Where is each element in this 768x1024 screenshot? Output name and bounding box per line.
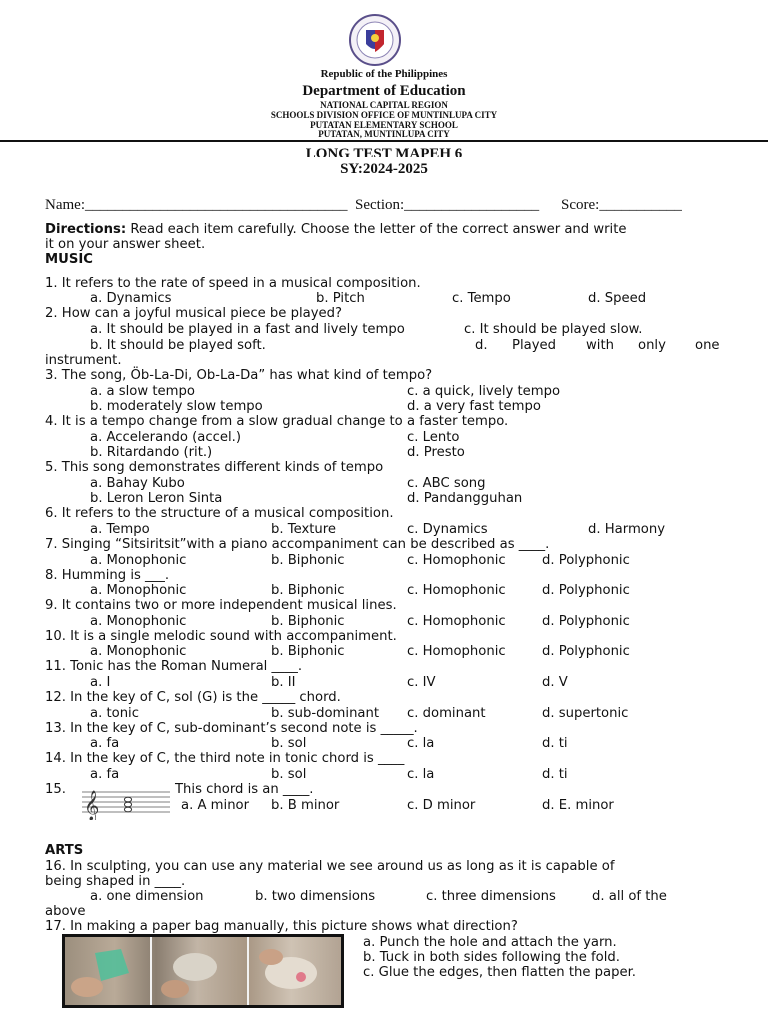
q15-option-c: c. D minor — [407, 798, 476, 813]
republic-line: Republic of the Philippines — [320, 68, 448, 80]
question-16-line-2: being shaped in ____. — [45, 874, 186, 889]
q14-option-a: a. fa — [90, 767, 120, 782]
name-field: Name:___________________________________ — [45, 197, 348, 213]
q8-option-b: b. Biphonic — [271, 583, 345, 598]
q17-option-b: b. Tuck in both sides following the fold. — [363, 950, 620, 965]
q4-option-a: a. Accelerando (accel.) — [90, 430, 241, 445]
section-field: Section:__________________ — [355, 197, 540, 213]
q3-option-b: b. moderately slow tempo — [90, 399, 263, 414]
q14-option-c: c. la — [407, 767, 435, 782]
q10-option-c: c. Homophonic — [407, 644, 506, 659]
q9-option-b: b. Biphonic — [271, 614, 345, 629]
q1-option-d: d. Speed — [588, 291, 647, 306]
q2-option-d-word-4: one — [695, 338, 720, 353]
q7-option-b: b. Biphonic — [271, 553, 345, 568]
header-divider — [0, 140, 768, 142]
q2-option-d-word-3: only — [638, 338, 666, 353]
q3-option-a: a. a slow tempo — [90, 384, 195, 399]
school-line: PUTATAN ELEMENTARY SCHOOL — [310, 120, 458, 130]
q6-option-a: a. Tempo — [90, 522, 150, 537]
question-11: 11. Tonic has the Roman Numeral ____. — [45, 659, 303, 674]
q11-option-d: d. V — [542, 675, 568, 690]
q6-option-d: d. Harmony — [588, 522, 666, 537]
q2-option-d-word-1: Played — [512, 338, 556, 353]
q5-option-a: a. Bahay Kubo — [90, 476, 185, 491]
q5-option-b: b. Leron Leron Sinta — [90, 491, 223, 506]
q15-option-b: b. B minor — [271, 798, 340, 813]
q2-option-a: a. It should be played in a fast and lively tempo — [90, 322, 405, 337]
q8-option-d: d. Polyphonic — [542, 583, 630, 598]
q6-option-b: b. Texture — [271, 522, 337, 537]
address-line: PUTATAN, MUNTINLUPA CITY — [318, 129, 450, 139]
q16-option-d-continued: above — [45, 904, 86, 919]
q5-option-c: c. ABC song — [407, 476, 486, 491]
q15-option-a: a. A minor — [181, 798, 250, 813]
q3-option-c: c. a quick, lively tempo — [407, 384, 561, 399]
q4-option-d: d. Presto — [407, 445, 465, 460]
q12-option-b: b. sub-dominant — [271, 706, 380, 721]
question-2: 2. How can a joyful musical piece be played? — [45, 306, 342, 321]
q13-option-d: d. ti — [542, 736, 568, 751]
q1-option-b: b. Pitch — [316, 291, 365, 306]
question-10: 10. It is a single melodic sound with accompaniment. — [45, 629, 397, 644]
q9-option-c: c. Homophonic — [407, 614, 506, 629]
test-title: LONG TEST MAPEH 6 — [305, 146, 463, 157]
question-12: 12. In the key of C, sol (G) is the _____ chord. — [45, 690, 341, 705]
q7-option-d: d. Polyphonic — [542, 553, 630, 568]
directions — [45, 222, 627, 237]
q16-option-b: b. two dimensions — [255, 889, 376, 904]
q16-option-a: a. one dimension — [90, 889, 204, 904]
deped-seal-icon — [349, 14, 401, 66]
q6-option-c: c. Dynamics — [407, 522, 488, 537]
q7-option-c: c. Homophonic — [407, 553, 506, 568]
q16-option-d: d. all of the — [592, 889, 667, 904]
q10-option-d: d. Polyphonic — [542, 644, 630, 659]
question-8: 8. Humming is ___. — [45, 568, 170, 583]
q2-option-b: b. It should be played soft. — [90, 338, 266, 353]
question-3: 3. The song, Öb-La-Di, Ob-La-Da” has what kind of tempo? — [45, 368, 433, 383]
q7-option-a: a. Monophonic — [90, 553, 187, 568]
arts-heading: ARTS — [45, 843, 84, 858]
q2-option-d: d. — [475, 338, 488, 353]
question-9: 9. It contains two or more independent musical lines. — [45, 598, 397, 613]
q17-option-c: c. Glue the edges, then flatten the paper. — [363, 965, 636, 980]
q9-option-a: a. Monophonic — [90, 614, 187, 629]
division-line: SCHOOLS DIVISION OFFICE OF MUNTINLUPA CITY — [270, 110, 498, 120]
department-title: Department of Education — [302, 83, 466, 99]
treble-clef-chord-icon — [80, 786, 172, 820]
question-7: 7. Singing “Sitsiritsit”with a piano accompaniment can be described as ____. — [45, 537, 550, 552]
svg-text:𝄞: 𝄞 — [84, 791, 100, 820]
q2-option-d-word-2: with — [586, 338, 614, 353]
question-15-text: This chord is an ____. — [175, 782, 314, 797]
q11-option-c: c. IV — [407, 675, 436, 690]
q3-option-d: d. a very fast tempo — [407, 399, 541, 414]
q9-option-d: d. Polyphonic — [542, 614, 630, 629]
q12-option-d: d. supertonic — [542, 706, 629, 721]
question-14: 14. In the key of C, the third note in tonic chord is ____ — [45, 751, 405, 766]
region-line: NATIONAL CAPITAL REGION — [320, 100, 448, 110]
music-heading: MUSIC — [45, 252, 93, 267]
question-16: 16. In sculpting, you can use any material we see around us as long as it is capable of — [45, 859, 615, 874]
score-field: Score:___________ — [561, 197, 682, 213]
q13-option-c: c. la — [407, 736, 435, 751]
q8-option-c: c. Homophonic — [407, 583, 506, 598]
question-4: 4. It is a tempo change from a slow gradual change to a faster tempo. — [45, 414, 509, 429]
paper-bag-steps-image — [62, 934, 344, 1008]
q17-option-a: a. Punch the hole and attach the yarn. — [363, 935, 617, 950]
q11-option-b: b. II — [271, 675, 296, 690]
question-13: 13. In the key of C, sub-dominant’s second note is _____. — [45, 721, 418, 736]
q5-option-d: d. Pandangguhan — [407, 491, 523, 506]
q2-option-c: c. It should be played slow. — [464, 322, 643, 337]
q4-option-c: c. Lento — [407, 430, 460, 445]
q12-option-a: a. tonic — [90, 706, 139, 721]
directions-label: Directions: — [45, 222, 127, 237]
q12-option-c: c. dominant — [407, 706, 486, 721]
question-5: 5. This song demonstrates different kinds of tempo — [45, 460, 384, 475]
q13-option-a: a. fa — [90, 736, 120, 751]
question-1: 1. It refers to the rate of speed in a musical composition. — [45, 276, 421, 291]
q11-option-a: a. I — [90, 675, 111, 690]
q13-option-b: b. sol — [271, 736, 307, 751]
q2-option-d-continued: instrument. — [45, 353, 122, 368]
q8-option-a: a. Monophonic — [90, 583, 187, 598]
q14-option-b: b. sol — [271, 767, 307, 782]
q16-option-c: c. three dimensions — [426, 889, 556, 904]
q1-option-c: c. Tempo — [452, 291, 511, 306]
directions-text-2: it on your answer sheet. — [45, 237, 206, 252]
school-year: SY:2024-2025 — [340, 161, 428, 177]
q15-option-d: d. E. minor — [542, 798, 614, 813]
question-15: 15. — [45, 782, 66, 797]
question-6: 6. It refers to the structure of a musical composition. — [45, 506, 394, 521]
q4-option-b: b. Ritardando (rit.) — [90, 445, 213, 460]
q10-option-a: a. Monophonic — [90, 644, 187, 659]
q14-option-d: d. ti — [542, 767, 568, 782]
directions-text: Read each item carefully. Choose the letter of the correct answer and write — [126, 222, 627, 237]
q10-option-b: b. Biphonic — [271, 644, 345, 659]
question-17: 17. In making a paper bag manually, this picture shows what direction? — [45, 919, 518, 934]
q1-option-a: a. Dynamics — [90, 291, 172, 306]
